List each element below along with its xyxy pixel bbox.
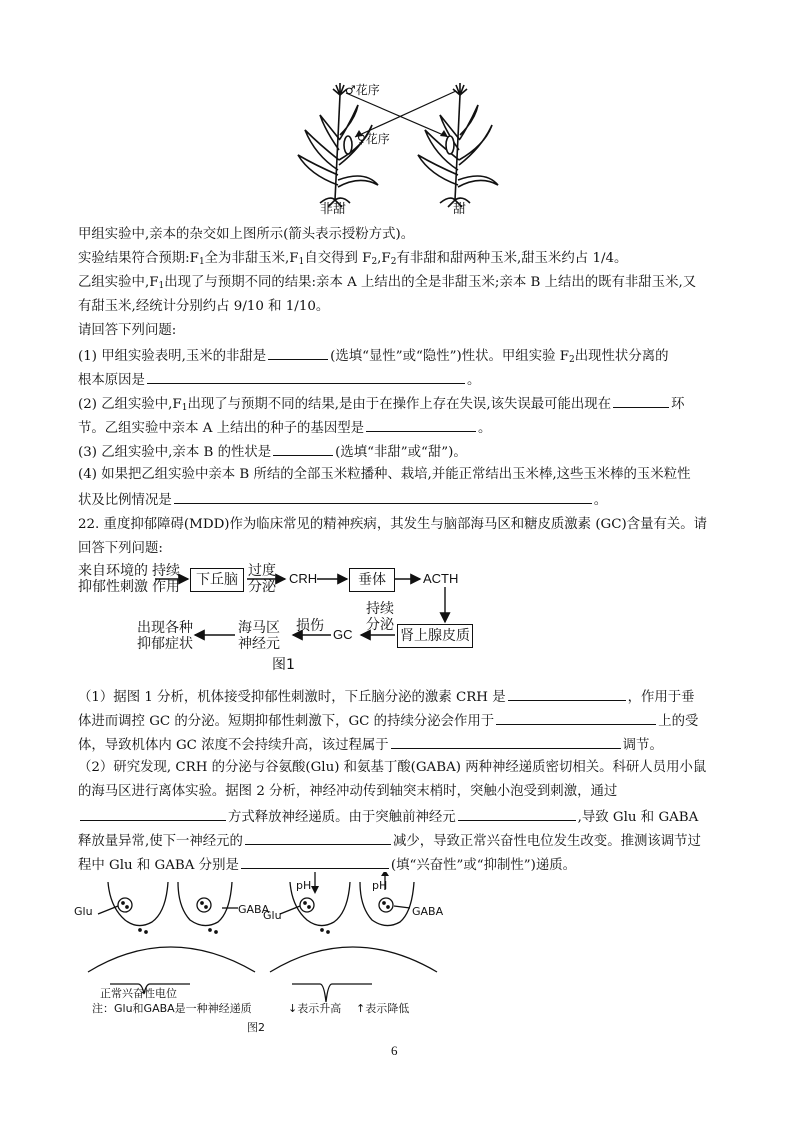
male-inflorescence-label: ♂花序 [345, 83, 380, 97]
fig1-gc-label: GC [333, 627, 353, 642]
answer-blank[interactable] [245, 831, 391, 845]
q22-para-1: （1）据图 1 分析，机体接受抑郁性刺激时，下丘脑分泌的激素 CRH 是 ，作用于垂 [78, 687, 695, 707]
page-number: 6 [391, 1043, 398, 1058]
q22-para-2: 体进而调控 GC 的分泌。短期抑郁性刺激下，GC 的持续分泌会作用于 上的受 [78, 711, 698, 731]
fig2-gaba-right: GABA [412, 905, 444, 918]
q21-line-2: 实验结果符合预期$:F_1$全为非甜玉米$,F_1$自交得到 $F_2,F_2$有非甜和甜两种玉米,甜玉米约占 1/4。 [78, 251, 628, 267]
sweet-label: 甜 [453, 202, 467, 217]
fig2-note: 注：Glu和GABA是一种神经递质 [92, 1002, 252, 1015]
fig2-caption: 图2 [247, 1021, 265, 1034]
fig1-acth-label: ACTH [423, 571, 459, 586]
answer-blank[interactable] [241, 855, 389, 869]
fig2-down-legend: ↑表示降低 [356, 1002, 410, 1015]
q21-line-9: 节。乙组实验中亲本 A 上结出的种子的基因型是 。 [78, 418, 491, 438]
answer-blank[interactable] [366, 418, 476, 432]
q22-line-1: 22. 重度抑郁障碍(MDD)作为临床常见的精神疾病，其发生与脑部海马区和糖皮质激素 (GC)含量有关。请 [78, 517, 708, 532]
fig1-caption: 图1 [272, 657, 295, 673]
fig1-excessive-secretion-label: 过度 分泌 [248, 563, 276, 595]
fig1-symptoms-label: 出现各种 抑郁症状 [137, 620, 193, 652]
q22-para-4: （2）研究发现, CRH 的分泌与谷氨酸(Glu) 和氨基丁酸(GABA) 两种神经递质密切相关。科研人员用小鼠 [78, 760, 707, 775]
q21-line-4: 有甜玉米,经统计分别约占 9/10 和 1/10。 [78, 299, 330, 314]
q21-line-6: (1) 甲组实验表明,玉米的非甜是 (选填“显性”或“隐性”)性状。甲组实验 $F_2$出现性状分离的 [78, 346, 669, 366]
answer-blank[interactable] [147, 370, 465, 384]
answer-blank[interactable] [391, 735, 621, 749]
fig1-damage-label: 损伤 [296, 618, 324, 634]
q22-para-6: 方式释放神经递质。由于突触前神经元 ,导致 Glu 和 GABA [78, 807, 698, 827]
fig1-sustained-secretion-label: 持续 分泌 [366, 601, 394, 633]
q21-line-10: (3) 乙组实验中,亲本 B 的性状是 (选填“非甜”或“甜”)。 [78, 442, 467, 462]
answer-blank[interactable] [458, 807, 576, 821]
answer-blank[interactable] [80, 807, 226, 821]
answer-blank[interactable] [273, 442, 333, 456]
fig2-ph-right: pH [372, 879, 388, 892]
answer-blank[interactable] [496, 711, 656, 725]
q22-para-7: 释放量异常,使下一神经元的 减少，导致正常兴奋性电位发生改变。推测该调节过 [78, 831, 701, 851]
fig1-pituitary-box: 垂体 [349, 568, 395, 592]
q22-line-2: 回答下列问题: [78, 541, 163, 556]
q21-line-1: 甲组实验中,亲本的杂交如上图所示(箭头表示授粉方式)。 [78, 227, 415, 242]
fig1-crh-label: CRH [289, 571, 318, 586]
corn-cross-figure [280, 75, 530, 220]
q21-line-11: (4) 如果把乙组实验中亲本 B 所结的全部玉米粒播种、栽培,并能正常结出玉米棒,这些玉米棒的玉米粒性 [78, 467, 691, 482]
fig1-hippocampus-label: 海马区 神经元 [238, 620, 280, 652]
fig2-glu-right: Glu [263, 909, 282, 922]
fig2-up-legend: ↓表示升高 [288, 1002, 342, 1015]
fig1-adrenal-cortex-box: 肾上腺皮质 [397, 624, 473, 648]
female-inflorescence-label: ♀花序 [357, 132, 390, 146]
fig1-sustained-action-label: 持续 作用 [152, 563, 180, 595]
answer-blank[interactable] [268, 346, 328, 360]
fig2-potential-label: 正常兴奋性电位 [100, 987, 177, 1000]
fig2-ph-left: pH [296, 879, 312, 892]
q21-line-12: 状及比例情况是 。 [78, 490, 607, 510]
answer-blank[interactable] [508, 687, 626, 701]
answer-blank[interactable] [174, 490, 592, 504]
q22-para-8: 程中 Glu 和 GABA 分别是 (填“兴奋性”或“抑制性”)递质。 [78, 855, 576, 875]
q21-line-3: 乙组实验中$,F_1$出现了与预期不同的结果:亲本 A 上结出的全是非甜玉米;亲本 B 上结出的既有非甜玉米,又 [78, 275, 697, 291]
fig1-hypothalamus-box: 下丘脑 [190, 568, 244, 592]
q21-line-5: 请回答下列问题: [78, 323, 177, 338]
q22-para-3: 体，导致机体内 GC 浓度不会持续升高，该过程属于 调节。 [78, 735, 663, 755]
non-sweet-label: 非甜 [320, 202, 347, 217]
fig1-stimulus-label: 来自环境的 抑郁性刺激 [78, 563, 148, 595]
q21-line-7: 根本原因是 。 [78, 370, 480, 390]
q21-line-8: (2) 乙组实验中$,F_1$出现了与预期不同的结果,是由于在操作上存在失误,该失误最可能出现在 环 [78, 394, 684, 414]
fig2-gaba-left: GABA [238, 903, 270, 916]
q22-para-5: 的海马区进行离体实验。据图 2 分析，神经冲动传到轴突末梢时，突触小泡受到刺激，通过 [78, 784, 618, 799]
fig2-glu-left: Glu [74, 905, 93, 918]
answer-blank[interactable] [613, 394, 669, 408]
